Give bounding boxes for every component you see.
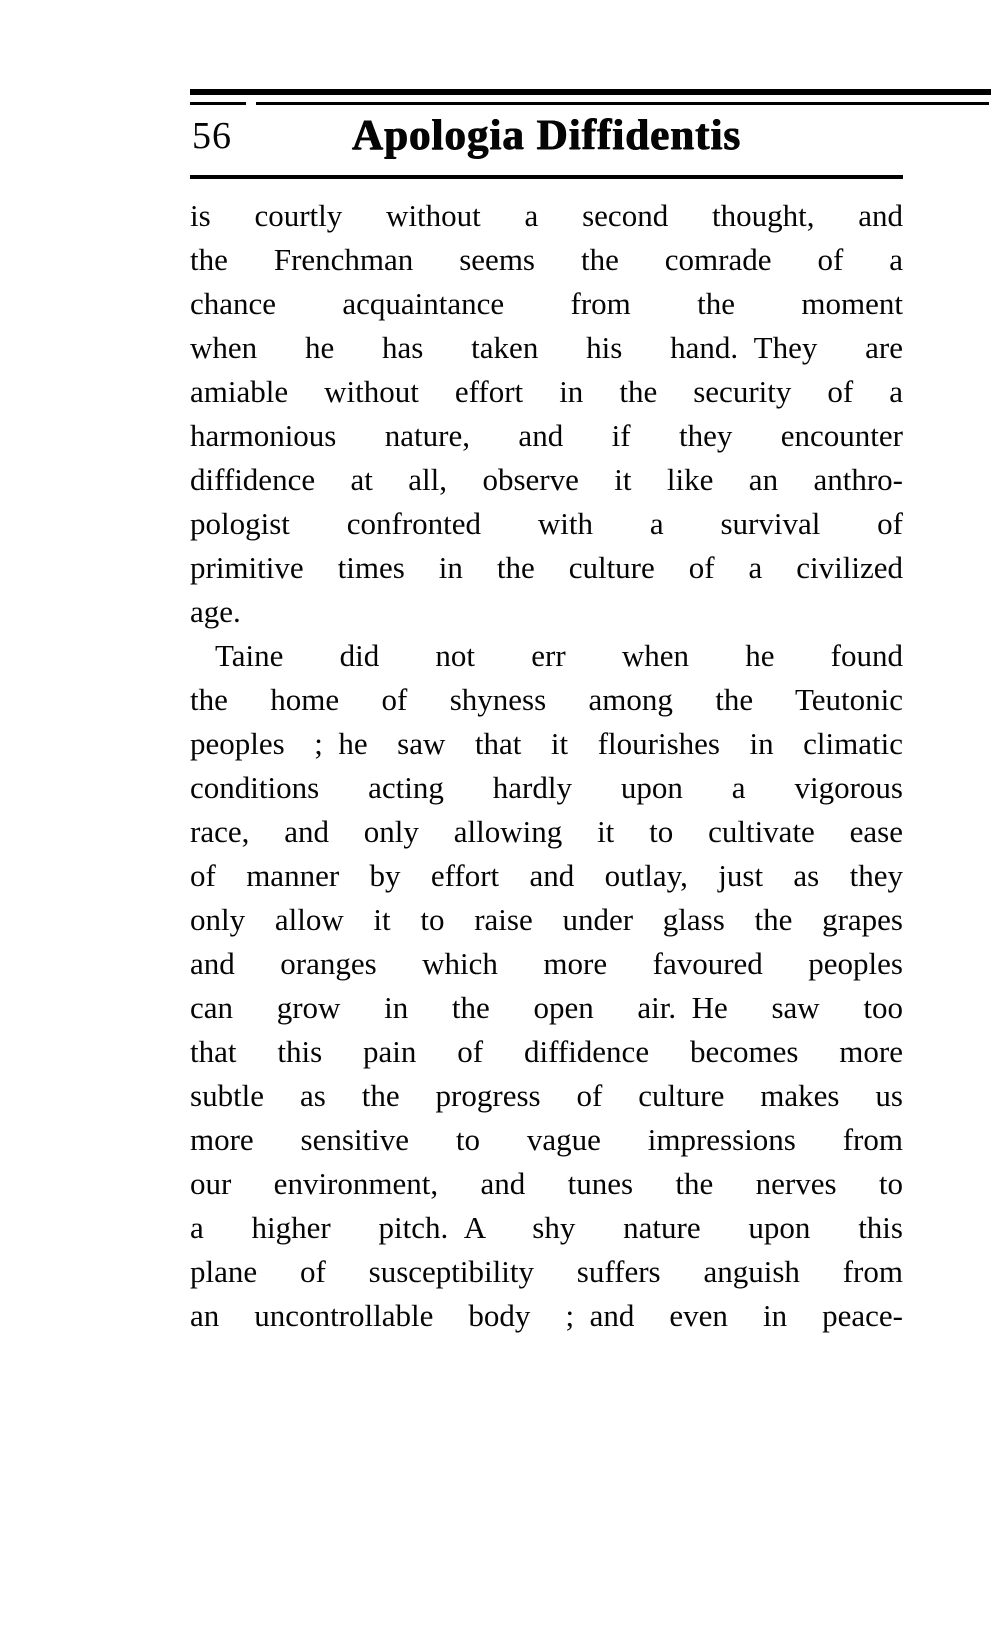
text-line: our environment, and tunes the nerves to	[190, 1166, 903, 1201]
paragraph	[190, 634, 903, 1338]
text-line: race, and only allowing it to cultivate ease	[190, 814, 903, 849]
text-line: Taine did not err when he found	[215, 638, 903, 673]
text-line: can grow in the open air. He saw too	[190, 990, 903, 1025]
text-line: is courtly without a second thought, and	[190, 198, 903, 233]
text-line: harmonious nature, and if they encounter	[190, 418, 903, 453]
text-line: a higher pitch. A shy nature upon this	[190, 1210, 903, 1245]
text-line: the home of shyness among the Teutonic	[190, 682, 903, 717]
paragraph	[190, 194, 903, 634]
text-line: only allow it to raise under glass the grapes	[190, 902, 903, 937]
text-line: when he has taken his hand. They are	[190, 330, 903, 365]
text-line: conditions acting hardly upon a vigorous	[190, 770, 903, 805]
text-line: plane of susceptibility suffers anguish from	[190, 1254, 903, 1289]
text-line: age.	[190, 594, 241, 629]
text-line: that this pain of diffidence becomes more	[190, 1034, 903, 1069]
text-line: subtle as the progress of culture makes us	[190, 1078, 903, 1113]
text-line: of manner by effort and outlay, just as they	[190, 858, 903, 893]
text-line: peoples ; he saw that it flourishes in climatic	[190, 726, 903, 761]
text-line: diffidence at all, observe it like an anthro-	[190, 462, 903, 497]
text-line: pologist confronted with a survival of	[190, 506, 903, 541]
top-rule-thin	[190, 102, 989, 105]
text-line: primitive times in the culture of a civilized	[190, 550, 903, 585]
header-rule	[190, 175, 903, 179]
text-line: an uncontrollable body ; and even in peace-	[190, 1298, 903, 1333]
running-title: Apologia Diffidentis	[351, 112, 742, 159]
page-number: 56	[192, 115, 232, 157]
text-line: amiable without effort in the security of a	[190, 374, 903, 409]
text-line: more sensitive to vague impressions from	[190, 1122, 903, 1157]
text-line: the Frenchman seems the comrade of a	[190, 242, 903, 277]
text-line: chance acquaintance from the moment	[190, 286, 903, 321]
top-rule-thick	[190, 89, 991, 95]
text-line: and oranges which more favoured peoples	[190, 946, 903, 981]
page-header	[190, 108, 903, 170]
body-text	[190, 194, 903, 1338]
